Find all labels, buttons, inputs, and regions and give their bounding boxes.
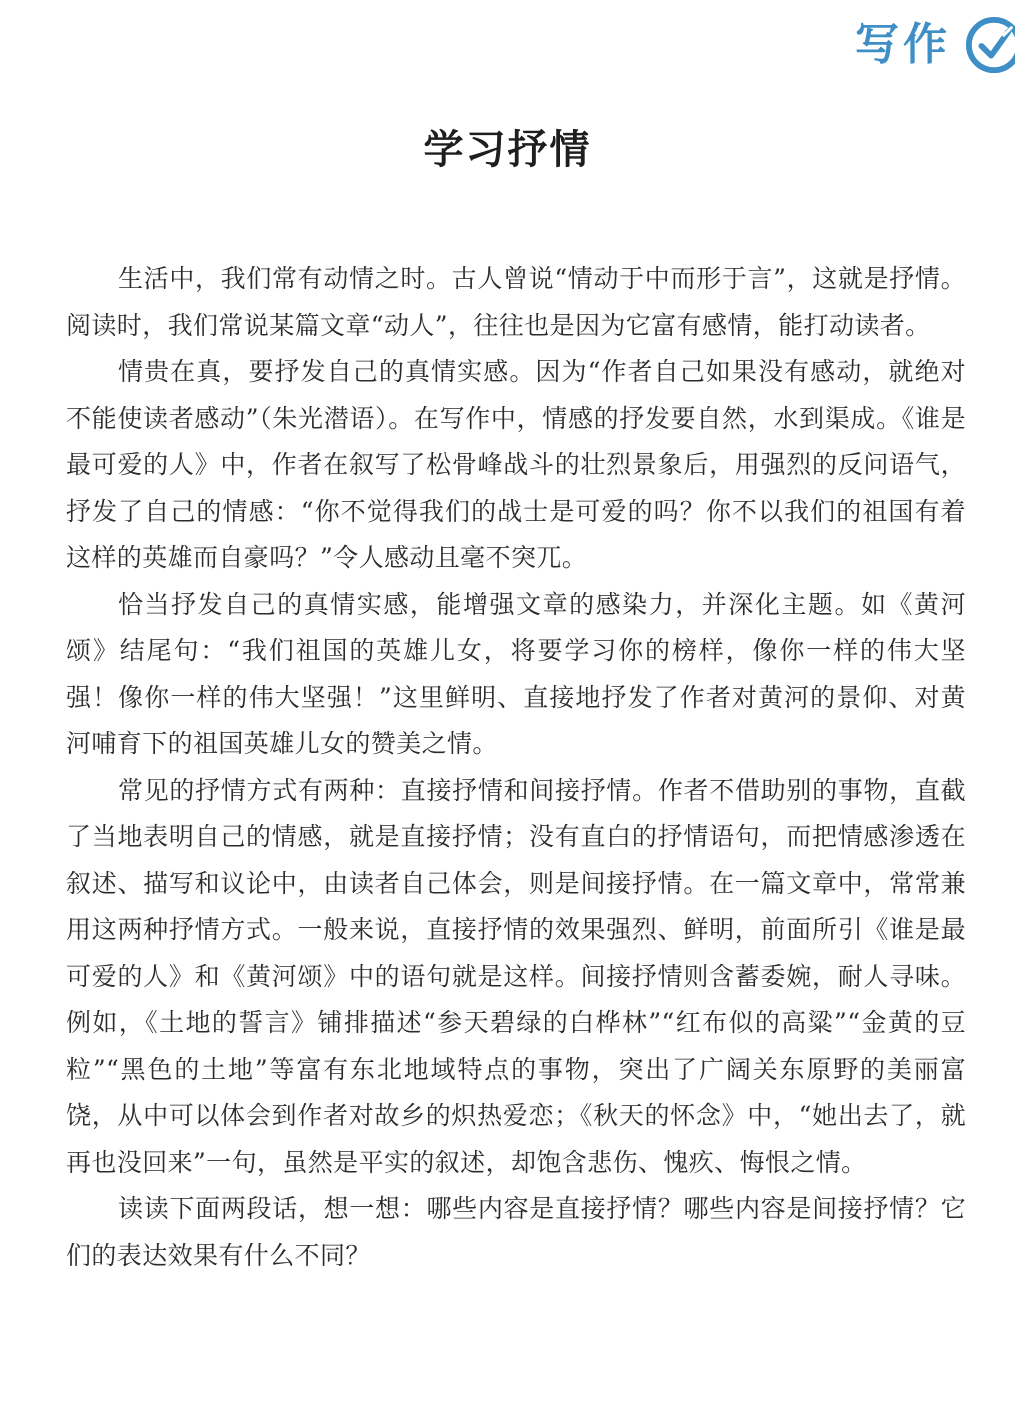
section-label: 写作 — [855, 19, 951, 70]
paragraph-1: 生活中，我们常有动情之时。古人曾说“情动于中而形于言”，这就是抒情。阅读时，我们常说某篇文章“动人”，往往也是因为它富有感情，能打动读者。 — [66, 264, 966, 340]
paragraph-3: 恰当抒发自己的真情实感，能增强文章的感染力，并深化主题。如《黄河颂》结尾句：“我们祖国的英雄儿女，将要学习你的榜样，像你一样的伟大坚强！像你一样的伟大坚强！”这里鲜明、直接地抒发了作者对黄河的景仰、对黄河哺育下的祖国英雄儿女的赞美之情。 — [66, 589, 966, 758]
body-text — [66, 256, 966, 1279]
section-header — [855, 14, 1015, 76]
paragraph-2: 情贵在真，要抒发自己的真情实感。因为“作者自己如果没有感动，就绝对不能使读者感动”（朱光潜语）。在写作中，情感的抒发要自然，水到渠成。《谁是最可爱的人》中，作者在叙写了松骨峰战斗的壮烈景象后，用强烈的反问语气，抒发了自己的情感：“你不觉得我们的战士是可爱的吗？你不以我们的祖国有着这样的英雄而自豪吗？”令人感动且毫不突兀。 — [66, 357, 966, 572]
paragraph-4: 常见的抒情方式有两种：直接抒情和间接抒情。作者不借助别的事物，直截了当地表明自己的情感，就是直接抒情；没有直白的抒情语句，而把情感渗透在叙述、描写和议论中，由读者自己体会，则是间接抒情。在一篇文章中，常常兼用这两种抒情方式。一般来说，直接抒情的效果强烈、鲜明，前面所引《谁是最可爱的人》和《黄河颂》中的语句就是这样。间接抒情则含蓄委婉，耐人寻味。例如，《土地的誓言》铺排描述“参天碧绿的白桦林”“红布似的高粱”“金黄的豆粒”“黑色的土地”等富有东北地域特点的事物，突出了广阔关东原野的美丽富饶，从中可以体会到作者对故乡的炽热爱恋；《秋天的怀念》中，“她出去了，就再也没回来”一句，虽然是平实的叙述，却饱含悲伤、愧疚、悔恨之情。 — [66, 775, 966, 1177]
pen-check-icon — [965, 16, 1015, 74]
page-title: 学习抒情 — [423, 126, 592, 173]
paragraph-5: 读读下面两段话，想一想：哪些内容是直接抒情？哪些内容是间接抒情？它们的表达效果有什么不同？ — [66, 1194, 966, 1270]
